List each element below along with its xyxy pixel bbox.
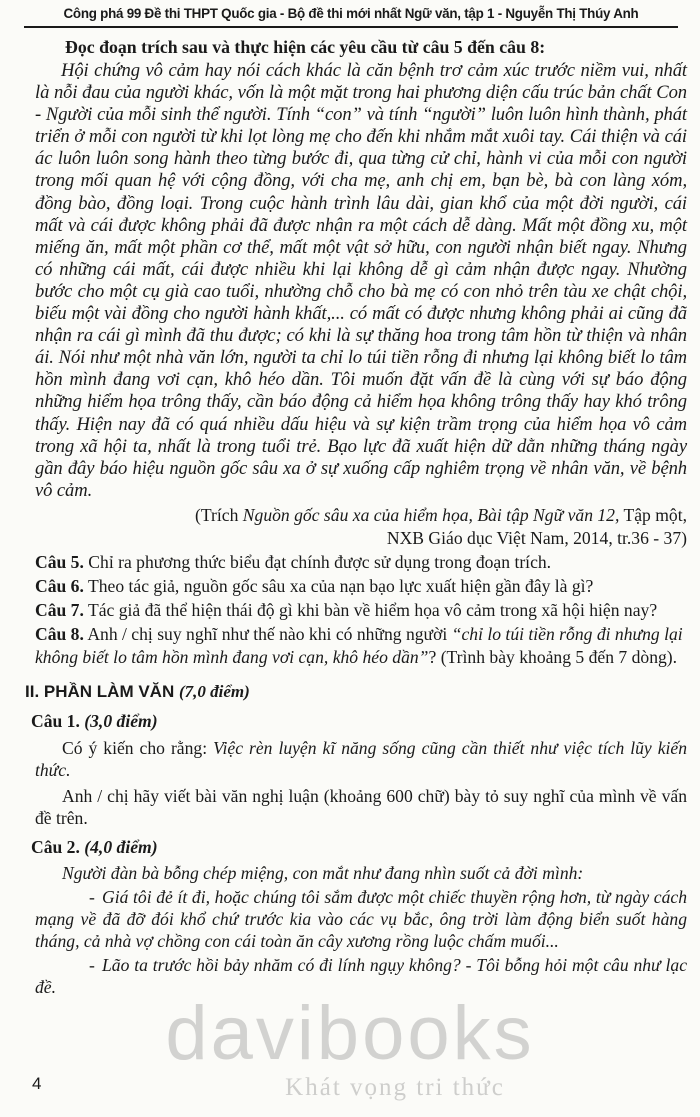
essay-question-2-heading [31, 836, 687, 859]
watermark-slogan: Khát vọng tri thức [285, 1074, 505, 1101]
citation-rest: Tập một, [619, 504, 687, 525]
question-text: Anh / chị suy nghĩ như thế nào khi có những người [83, 623, 452, 644]
question-tail: ? (Trình bày khoảng 5 đến 7 dòng). [428, 646, 678, 667]
question-6 [35, 575, 687, 598]
dialog-line [35, 954, 687, 998]
passage-citation [35, 504, 687, 550]
question-8 [35, 623, 687, 669]
question-number: Câu 5. [35, 551, 84, 572]
question-text: Chỉ ra phương thức biểu đạt chính được sử dụng trong đoạn trích. [83, 551, 552, 572]
question-number: Câu 7. [35, 599, 84, 620]
dialog-text: Lão ta trước hồi bảy nhăm có đi lính ngụy không? - Tôi bỗng hỏi một câu như lạc đề. [35, 954, 687, 997]
section-title: II. PHẦN LÀM VĂN [25, 681, 179, 701]
essay-question-1-heading [31, 710, 687, 733]
cau-points: (3,0 điểm) [84, 710, 158, 731]
writing-section-heading [25, 681, 687, 703]
question-text: Tác giả đã thể hiện thái độ gì khi bàn về hiểm họa vô cảm trong xã hội hiện nay? [83, 599, 658, 620]
citation-publisher: NXB Giáo dục Việt Nam, 2014, tr.36 - 37) [386, 527, 687, 548]
prompt-intro: Có ý kiến cho rằng: [62, 737, 214, 758]
page-number: 4 [32, 1074, 42, 1093]
question-number: Câu 8. [35, 623, 84, 644]
section-points: (7,0 điểm) [178, 681, 250, 701]
prompt-quote: Việc rèn luyện kĩ năng sống cũng cần thiết như việc tích lũy kiến thức. [35, 737, 687, 780]
question-text: Theo tác giả, nguồn gốc sâu xa của nạn bạo lực xuất hiện gần đây là gì? [83, 575, 594, 596]
cau-label: Câu 2. [31, 836, 85, 857]
essay-question-1-prompt [35, 737, 687, 781]
citation-open: (Trích [195, 504, 243, 525]
question-5 [35, 551, 687, 574]
question-7 [35, 599, 687, 622]
dialog-dash: - [89, 954, 95, 975]
cau-points: (4,0 điểm) [84, 836, 158, 857]
running-header: Công phá 99 Đề thi THPT Quốc gia - Bộ đề thi mới nhất Ngữ văn, tập 1 - Nguyễn Thị Thúy Anh [24, 6, 678, 28]
question-number: Câu 6. [35, 575, 84, 596]
citation-source-title: Nguồn gốc sâu xa của hiểm họa, Bài tập Ngữ văn 12, [242, 504, 620, 525]
page-content [25, 36, 687, 998]
dialog-text: Giá tôi đẻ ít đi, hoặc chúng tôi sắm được một chiếc thuyền rộng hơn, từ ngày cách mạng về đã đỡ đói khổ chứ trước kia vào các vụ bắc, ông trời làm động biển suốt hàng tháng, cả nhà vợ chồng con cái toàn ăn cây xương rồng luộc chấm muối... [35, 886, 687, 951]
dialog-line [35, 886, 687, 952]
question-quote: “chỉ lo túi tiền rỗng đi nhưng lại không biết lo tâm hồn mình đang vơi cạn, khô héo dần” [35, 623, 683, 667]
excerpt-intro: Người đàn bà bỗng chép miệng, con mắt như đang nhìn suốt cả đời mình: [62, 862, 584, 883]
reading-instruction: Đọc đoạn trích sau và thực hiện các yêu cầu từ câu 5 đến câu 8: [65, 37, 546, 57]
watermark-brand: davibooks [165, 991, 535, 1076]
reading-passage: Hội chứng vô cảm hay nói cách khác là căn bệnh trơ cảm xúc trước niềm vui, nhất là nỗi đau của người khác, vốn là một mặt trong hai phương diện cấu trúc bản chất Con - Người của mỗi sinh thể người. Tính “con” và tính “người” luôn luôn hình thành, phát triển ở mỗi con người từ khi lọt lòng mẹ cho đến khi nhắm mắt xuôi tay. Cái thiện và cái ác luôn luôn song hành theo từng bước đi, qua từng cử chỉ, hành vi của mỗi con người trong mối quan hệ với cộng đồng, với cha mẹ, anh chị em, bạn bè, bà con làng xóm, đồng bào, đồng loại. Trong cuộc hành trình lâu dài, gian khổ của một đời người, cái mất và cái được không phải đã được nhận ra một cách dễ dàng. Mất một đồng xu, một miếng ăn, mất một phần cơ thể, mất một vật sở hữu, con người nhận biết ngay. Nhưng có những cái mất, cái được nhiều khi lại không dễ gì cảm nhận được ngay. Nhường bước cho một cụ già cao tuổi, nhường chỗ cho bà mẹ có con nhỏ trên tàu xe chật chội, biếu một vài đồng cho người hành khất,... có mất có được nhưng không phải ai cũng đã nhận ra cái gì mình đã thu được; có khi là sự thăng hoa trong tâm hồn từ thiện và nhân ái. Nói như một nhà văn lớn, người ta chỉ lo túi tiền rỗng đi nhưng lại không biết lo tâm hồn mình đang vơi cạn, khô héo dần. Tôi muốn đặt vấn đề là cùng với sự báo động những hiểm họa trông thấy, cần báo động cả hiểm họa không trông thấy hay khó trông thấy. Hiện nay đã có quá nhiều dấu hiệu và sự kiện trầm trọng của hiểm họa vô cảm trong xã hội ta, nhất là trong tuổi trẻ. Bạo lực đã xuất hiện dữ dằn những tháng ngày gần đây báo hiệu nguồn gốc sâu xa ở sự xuống cấp nghiêm trọng về nhân văn, về bệnh vô cảm. [35, 60, 687, 501]
cau-label: Câu 1. [31, 710, 85, 731]
essay-question-1-task: Anh / chị hãy viết bài văn nghị luận (khoảng 600 chữ) bày tỏ suy nghĩ của mình về vấn đề trên. [35, 785, 687, 828]
dialog-dash: - [89, 886, 95, 907]
